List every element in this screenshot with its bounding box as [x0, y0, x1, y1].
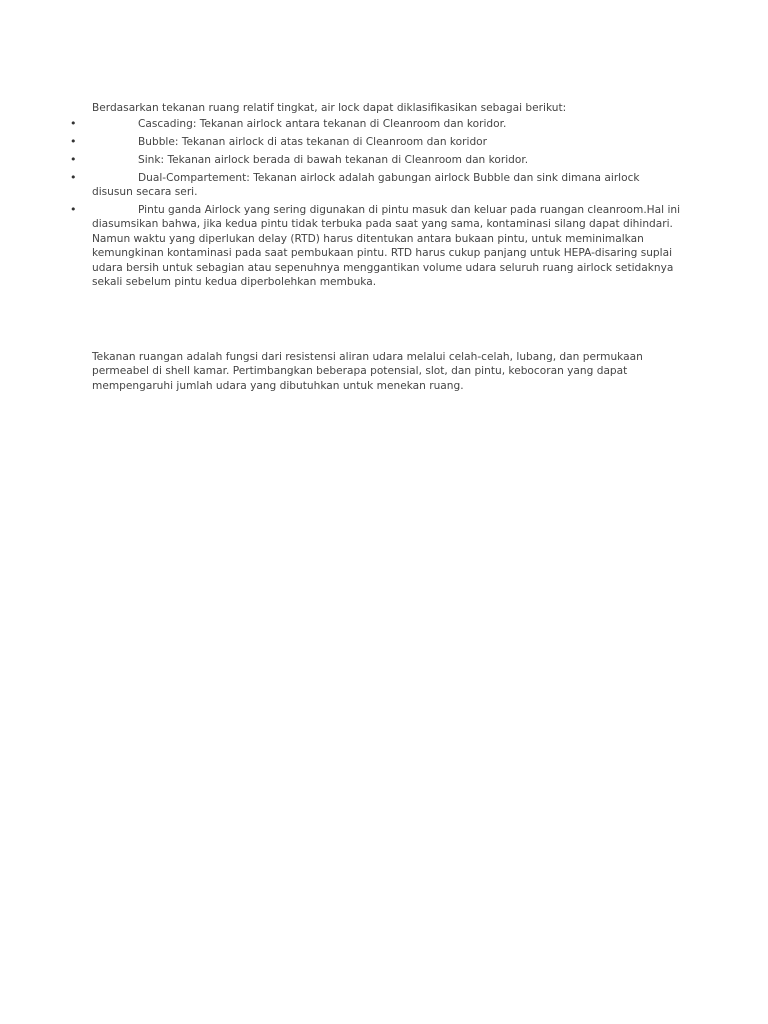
bullet-icon: • [70, 134, 77, 148]
list-item-text: Dual-Compartement: Tekanan airlock adalah gabungan airlock Bubble dan sink dimana airlock disusun secara seri. [92, 171, 640, 199]
airlock-type-list [0, 117, 768, 293]
bullet-icon: • [70, 117, 77, 130]
list-item [0, 135, 682, 149]
intro-paragraph: Berdasarkan tekanan ruang relatif tingkat, air lock dapat diklasifikasikan sebagai berikut: [92, 102, 567, 114]
room-pressure-paragraph: Tekanan ruangan adalah fungsi dari resistensi aliran udara melalui celah-celah, lubang, dan permukaan permeabel di shell kamar. Pertimbangkan beberapa potensial, slot, dan pintu, kebocoran yang dapat mempengaruhi jumlah udara yang dibutuhkan untuk menekan ruang. [92, 351, 643, 392]
bullet-icon: • [70, 170, 77, 184]
list-item-text: Bubble: Tekanan airlock di atas tekanan di Cleanroom dan koridor [138, 135, 488, 148]
list-item-text: Sink: Tekanan airlock berada di bawah tekanan di Cleanroom dan koridor. [138, 153, 529, 166]
bullet-icon: • [70, 203, 77, 217]
list-item [0, 203, 682, 289]
list-item [0, 171, 682, 200]
bullet-icon: • [70, 152, 77, 166]
list-item [0, 117, 682, 131]
list-item-text: Cascading: Tekanan airlock antara tekanan di Cleanroom dan koridor. [138, 118, 507, 130]
list-item-text: Pintu ganda Airlock yang sering digunakan di pintu masuk dan keluar pada ruangan cleanroom.Hal ini diasumsikan bahwa, jika kedua pintu tidak terbuka pada saat yang sama, kontaminasi silang dapat dihindari. Namun waktu yang diperlukan delay (RTD) harus ditentukan antara bukaan pintu, untuk meminimalkan kemungkinan kontaminasi pada saat pembukaan pintu. RTD harus cukup panjang untuk HEPA-disaring suplai udara bersih untuk sebagian atau sepenuhnya menggantikan volume udara seluruh ruang airlock setidaknya sekali sebelum pintu kedua diperbolehkan membuka. [92, 204, 681, 289]
list-item [0, 153, 682, 167]
